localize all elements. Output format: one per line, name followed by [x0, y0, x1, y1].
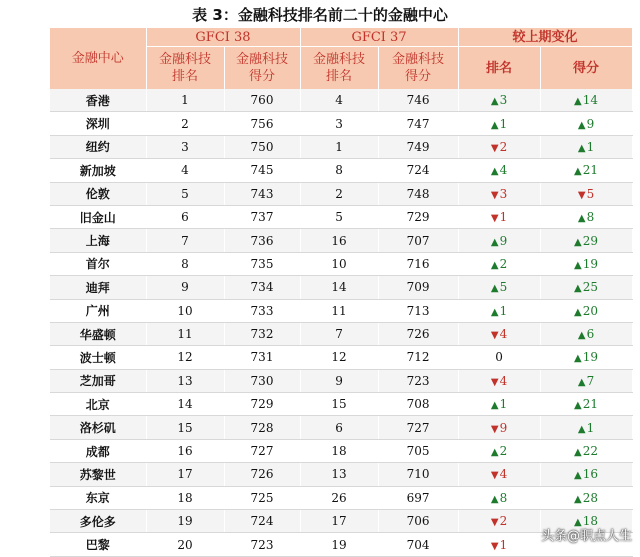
- score-37-cell: 748: [378, 182, 458, 205]
- up-arrow-icon: ▲: [574, 259, 582, 271]
- score-change-cell: [540, 486, 632, 509]
- score-37-cell: 707: [378, 229, 458, 252]
- city-cell: 波士顿: [50, 346, 146, 369]
- rank-change-cell: [458, 135, 540, 158]
- down-arrow-icon: ▼: [490, 376, 499, 388]
- rank-change-cell: [458, 89, 540, 112]
- up-arrow-icon: ▲: [574, 96, 582, 108]
- change-value: 3: [499, 93, 508, 108]
- up-arrow-icon: ▲: [574, 236, 582, 248]
- rank-37-cell: 3: [300, 112, 378, 135]
- score-38-cell: 723: [224, 533, 300, 556]
- city-cell: 华盛顿: [50, 322, 146, 345]
- change-value: 8: [586, 210, 595, 225]
- rank-change-cell: [458, 205, 540, 228]
- rank-38-cell: 14: [146, 393, 224, 416]
- up-arrow-icon: ▲: [490, 400, 499, 412]
- score-37-cell: 716: [378, 252, 458, 275]
- city-cell: 芝加哥: [50, 369, 146, 392]
- rank-change-cell: [458, 299, 540, 322]
- rank-38-cell: 10: [146, 299, 224, 322]
- score-38-cell: 734: [224, 276, 300, 299]
- table-row: [50, 182, 632, 205]
- change-value: 0: [495, 350, 503, 365]
- change-value: 19: [582, 256, 599, 271]
- rank-change-cell: [458, 322, 540, 345]
- change-value: 1: [499, 303, 508, 318]
- change-value: 21: [582, 397, 599, 412]
- score-37-cell: 697: [378, 486, 458, 509]
- up-arrow-icon: ▲: [574, 447, 582, 459]
- score-change-cell: [540, 463, 632, 486]
- score-change-cell: [540, 346, 632, 369]
- change-value: 19: [582, 350, 599, 365]
- score-37-cell: 706: [378, 510, 458, 533]
- rank-38-cell: 15: [146, 416, 224, 439]
- change-value: 6: [586, 327, 595, 342]
- up-arrow-icon: ▲: [490, 236, 499, 248]
- rank-38-cell: 17: [146, 463, 224, 486]
- down-arrow-icon: ▼: [490, 423, 499, 435]
- down-arrow-icon: ▼: [577, 189, 586, 201]
- score-37-cell: 709: [378, 276, 458, 299]
- score-37-cell: 746: [378, 89, 458, 112]
- score-38-cell: 750: [224, 135, 300, 158]
- rank-37-cell: 13: [300, 463, 378, 486]
- rank-37-cell: 8: [300, 159, 378, 182]
- table-row: [50, 159, 632, 182]
- table-row: [50, 416, 632, 439]
- table-row: [50, 346, 632, 369]
- score-37-cell: 704: [378, 533, 458, 556]
- up-arrow-icon: ▲: [490, 259, 499, 271]
- rank-37-cell: 4: [300, 89, 378, 112]
- down-arrow-icon: ▼: [490, 213, 499, 225]
- header-gfci38: GFCI 38: [146, 28, 300, 47]
- change-value: 5: [586, 186, 595, 201]
- change-value: 1: [499, 116, 508, 131]
- score-38-cell: 737: [224, 205, 300, 228]
- rank-change-cell: [458, 533, 540, 556]
- score-37-cell: 712: [378, 346, 458, 369]
- rank-change-cell: [458, 463, 540, 486]
- city-cell: 香港: [50, 89, 146, 112]
- change-value: 28: [582, 490, 599, 505]
- change-value: 9: [499, 233, 508, 248]
- down-arrow-icon: ▼: [490, 517, 499, 529]
- city-cell: 纽约: [50, 135, 146, 158]
- rank-37-cell: 17: [300, 510, 378, 533]
- table-body: [50, 89, 632, 556]
- table-row: [50, 463, 632, 486]
- change-value: 22: [582, 444, 599, 459]
- change-value: 1: [586, 420, 595, 435]
- score-37-cell: 723: [378, 369, 458, 392]
- rank-change-cell: [458, 276, 540, 299]
- up-arrow-icon: ▲: [574, 166, 582, 178]
- score-37-cell: 724: [378, 159, 458, 182]
- table-row: [50, 393, 632, 416]
- city-cell: 苏黎世: [50, 463, 146, 486]
- change-value: 20: [582, 303, 599, 318]
- up-arrow-icon: ▲: [490, 447, 499, 459]
- city-cell: 迪拜: [50, 276, 146, 299]
- rank-change-cell: [458, 159, 540, 182]
- score-38-cell: 745: [224, 159, 300, 182]
- score-38-cell: 726: [224, 463, 300, 486]
- city-cell: 新加坡: [50, 159, 146, 182]
- rank-38-cell: 3: [146, 135, 224, 158]
- score-37-cell: 713: [378, 299, 458, 322]
- table-row: [50, 89, 632, 112]
- score-38-cell: 724: [224, 510, 300, 533]
- score-38-cell: 728: [224, 416, 300, 439]
- rank-37-cell: 1: [300, 135, 378, 158]
- score-37-cell: 705: [378, 439, 458, 462]
- rank-38-cell: 11: [146, 322, 224, 345]
- up-arrow-icon: ▲: [574, 470, 582, 482]
- city-cell: 上海: [50, 229, 146, 252]
- rank-37-cell: 12: [300, 346, 378, 369]
- score-37-cell: 729: [378, 205, 458, 228]
- up-arrow-icon: ▲: [577, 213, 586, 225]
- score-change-cell: [540, 276, 632, 299]
- change-value: 2: [499, 256, 508, 271]
- rank-38-cell: 19: [146, 510, 224, 533]
- header-change: 较上期变化: [458, 28, 632, 47]
- score-change-cell: [540, 89, 632, 112]
- change-value: 4: [499, 163, 508, 178]
- down-arrow-icon: ▼: [490, 142, 499, 154]
- rank-38-cell: 16: [146, 439, 224, 462]
- score-37-cell: 727: [378, 416, 458, 439]
- up-arrow-icon: ▲: [490, 283, 499, 295]
- table-row: [50, 299, 632, 322]
- city-cell: 东京: [50, 486, 146, 509]
- score-37-cell: 710: [378, 463, 458, 486]
- down-arrow-icon: ▼: [490, 330, 499, 342]
- score-change-cell: [540, 439, 632, 462]
- rank-37-cell: 7: [300, 322, 378, 345]
- table-row: [50, 439, 632, 462]
- rank-38-cell: 9: [146, 276, 224, 299]
- up-arrow-icon: ▲: [577, 119, 586, 131]
- fintech-ranking-table: [50, 28, 633, 557]
- rank-38-cell: 1: [146, 89, 224, 112]
- city-cell: 首尔: [50, 252, 146, 275]
- up-arrow-icon: ▲: [577, 423, 586, 435]
- change-value: 21: [582, 163, 599, 178]
- change-value: 3: [499, 186, 508, 201]
- rank-37-cell: 6: [300, 416, 378, 439]
- change-value: 8: [499, 490, 508, 505]
- table-row: [50, 112, 632, 135]
- rank-37-cell: 18: [300, 439, 378, 462]
- score-change-cell: [540, 322, 632, 345]
- rank-37-cell: 14: [300, 276, 378, 299]
- score-38-cell: 730: [224, 369, 300, 392]
- change-value: 25: [582, 280, 599, 295]
- city-cell: 深圳: [50, 112, 146, 135]
- rank-37-cell: 2: [300, 182, 378, 205]
- table-title: 表 3：金融科技排名前二十的金融中心: [192, 6, 448, 24]
- up-arrow-icon: ▲: [574, 517, 582, 529]
- rank-change-cell: [458, 486, 540, 509]
- up-arrow-icon: ▲: [574, 493, 582, 505]
- up-arrow-icon: ▲: [490, 96, 499, 108]
- down-arrow-icon: ▼: [490, 470, 499, 482]
- change-value: 14: [582, 93, 599, 108]
- score-change-cell: [540, 229, 632, 252]
- table-row: [50, 486, 632, 509]
- down-arrow-icon: ▼: [490, 540, 499, 552]
- score-change-cell: [540, 252, 632, 275]
- table-row: [50, 276, 632, 299]
- city-cell: 成都: [50, 439, 146, 462]
- score-change-cell: [540, 369, 632, 392]
- city-cell: 广州: [50, 299, 146, 322]
- change-value: 16: [582, 467, 599, 482]
- rank-change-cell: [458, 439, 540, 462]
- rank-38-cell: 18: [146, 486, 224, 509]
- rank-change-cell: [458, 182, 540, 205]
- change-value: 2: [499, 444, 508, 459]
- score-38-cell: 735: [224, 252, 300, 275]
- score-change-cell: [540, 393, 632, 416]
- down-arrow-icon: ▼: [490, 189, 499, 201]
- table-row: [50, 322, 632, 345]
- rank-38-cell: 2: [146, 112, 224, 135]
- header-rank-37: 金融科技 排名: [300, 47, 378, 90]
- change-value: 29: [582, 233, 599, 248]
- score-37-cell: 747: [378, 112, 458, 135]
- up-arrow-icon: ▲: [577, 142, 586, 154]
- score-37-cell: 749: [378, 135, 458, 158]
- score-38-cell: 760: [224, 89, 300, 112]
- score-change-cell: [540, 112, 632, 135]
- score-change-cell: [540, 135, 632, 158]
- change-value: 1: [499, 210, 508, 225]
- up-arrow-icon: ▲: [574, 400, 582, 412]
- rank-37-cell: 9: [300, 369, 378, 392]
- score-change-cell: [540, 416, 632, 439]
- up-arrow-icon: ▲: [574, 306, 582, 318]
- rank-change-cell: [458, 369, 540, 392]
- change-value: 2: [499, 139, 508, 154]
- rank-38-cell: 8: [146, 252, 224, 275]
- rank-37-cell: 11: [300, 299, 378, 322]
- score-38-cell: 727: [224, 439, 300, 462]
- rank-change-cell: [458, 252, 540, 275]
- score-change-cell: [540, 205, 632, 228]
- score-38-cell: 733: [224, 299, 300, 322]
- score-38-cell: 743: [224, 182, 300, 205]
- score-38-cell: 725: [224, 486, 300, 509]
- change-value: 1: [499, 397, 508, 412]
- rank-37-cell: 10: [300, 252, 378, 275]
- change-value: 7: [586, 373, 595, 388]
- rank-change-cell: [458, 229, 540, 252]
- score-38-cell: 756: [224, 112, 300, 135]
- rank-37-cell: 16: [300, 229, 378, 252]
- up-arrow-icon: ▲: [574, 283, 582, 295]
- rank-change-cell: [458, 346, 540, 369]
- change-value: 1: [499, 537, 508, 552]
- city-cell: 多伦多: [50, 510, 146, 533]
- rank-37-cell: 15: [300, 393, 378, 416]
- up-arrow-icon: ▲: [490, 119, 499, 131]
- change-value: 2: [499, 514, 508, 529]
- score-38-cell: 729: [224, 393, 300, 416]
- up-arrow-icon: ▲: [490, 306, 499, 318]
- change-value: 4: [499, 373, 508, 388]
- header-center: 金融中心: [50, 28, 146, 89]
- change-value: 5: [499, 280, 508, 295]
- header-gfci37: GFCI 37: [300, 28, 458, 47]
- rank-38-cell: 6: [146, 205, 224, 228]
- rank-change-cell: [458, 393, 540, 416]
- city-cell: 北京: [50, 393, 146, 416]
- rank-37-cell: 19: [300, 533, 378, 556]
- score-38-cell: 732: [224, 322, 300, 345]
- change-value: 9: [499, 420, 508, 435]
- up-arrow-icon: ▲: [490, 166, 499, 178]
- city-cell: 巴黎: [50, 533, 146, 556]
- rank-37-cell: 26: [300, 486, 378, 509]
- rank-37-cell: 5: [300, 205, 378, 228]
- change-value: 4: [499, 467, 508, 482]
- rank-38-cell: 13: [146, 369, 224, 392]
- score-change-cell: [540, 299, 632, 322]
- change-value: 4: [499, 327, 508, 342]
- table-row: [50, 229, 632, 252]
- change-value: 1: [586, 139, 595, 154]
- rank-change-cell: [458, 510, 540, 533]
- score-38-cell: 736: [224, 229, 300, 252]
- rank-38-cell: 4: [146, 159, 224, 182]
- table-row: [50, 369, 632, 392]
- rank-38-cell: 5: [146, 182, 224, 205]
- up-arrow-icon: ▲: [490, 493, 499, 505]
- rank-38-cell: 20: [146, 533, 224, 556]
- up-arrow-icon: ▲: [577, 330, 586, 342]
- header-score-37: 金融科技 得分: [378, 47, 458, 90]
- table-row: [50, 135, 632, 158]
- score-change-cell: [540, 182, 632, 205]
- header-score-38: 金融科技 得分: [224, 47, 300, 90]
- city-cell: 洛杉矶: [50, 416, 146, 439]
- city-cell: 旧金山: [50, 205, 146, 228]
- change-value: 18: [582, 514, 599, 529]
- rank-change-cell: [458, 416, 540, 439]
- score-38-cell: 731: [224, 346, 300, 369]
- table-row: [50, 205, 632, 228]
- city-cell: 伦敦: [50, 182, 146, 205]
- header-change-score: 得分: [540, 47, 632, 90]
- change-value: 9: [586, 116, 595, 131]
- rank-38-cell: 7: [146, 229, 224, 252]
- up-arrow-icon: ▲: [574, 353, 582, 365]
- header-change-rank: 排名: [458, 47, 540, 90]
- header-rank-38: 金融科技 排名: [146, 47, 224, 90]
- score-37-cell: 726: [378, 322, 458, 345]
- table-row: [50, 252, 632, 275]
- rank-change-cell: [458, 112, 540, 135]
- rank-38-cell: 12: [146, 346, 224, 369]
- score-37-cell: 708: [378, 393, 458, 416]
- watermark: 头条@职点人生: [540, 529, 632, 544]
- score-change-cell: [540, 159, 632, 182]
- up-arrow-icon: ▲: [577, 376, 586, 388]
